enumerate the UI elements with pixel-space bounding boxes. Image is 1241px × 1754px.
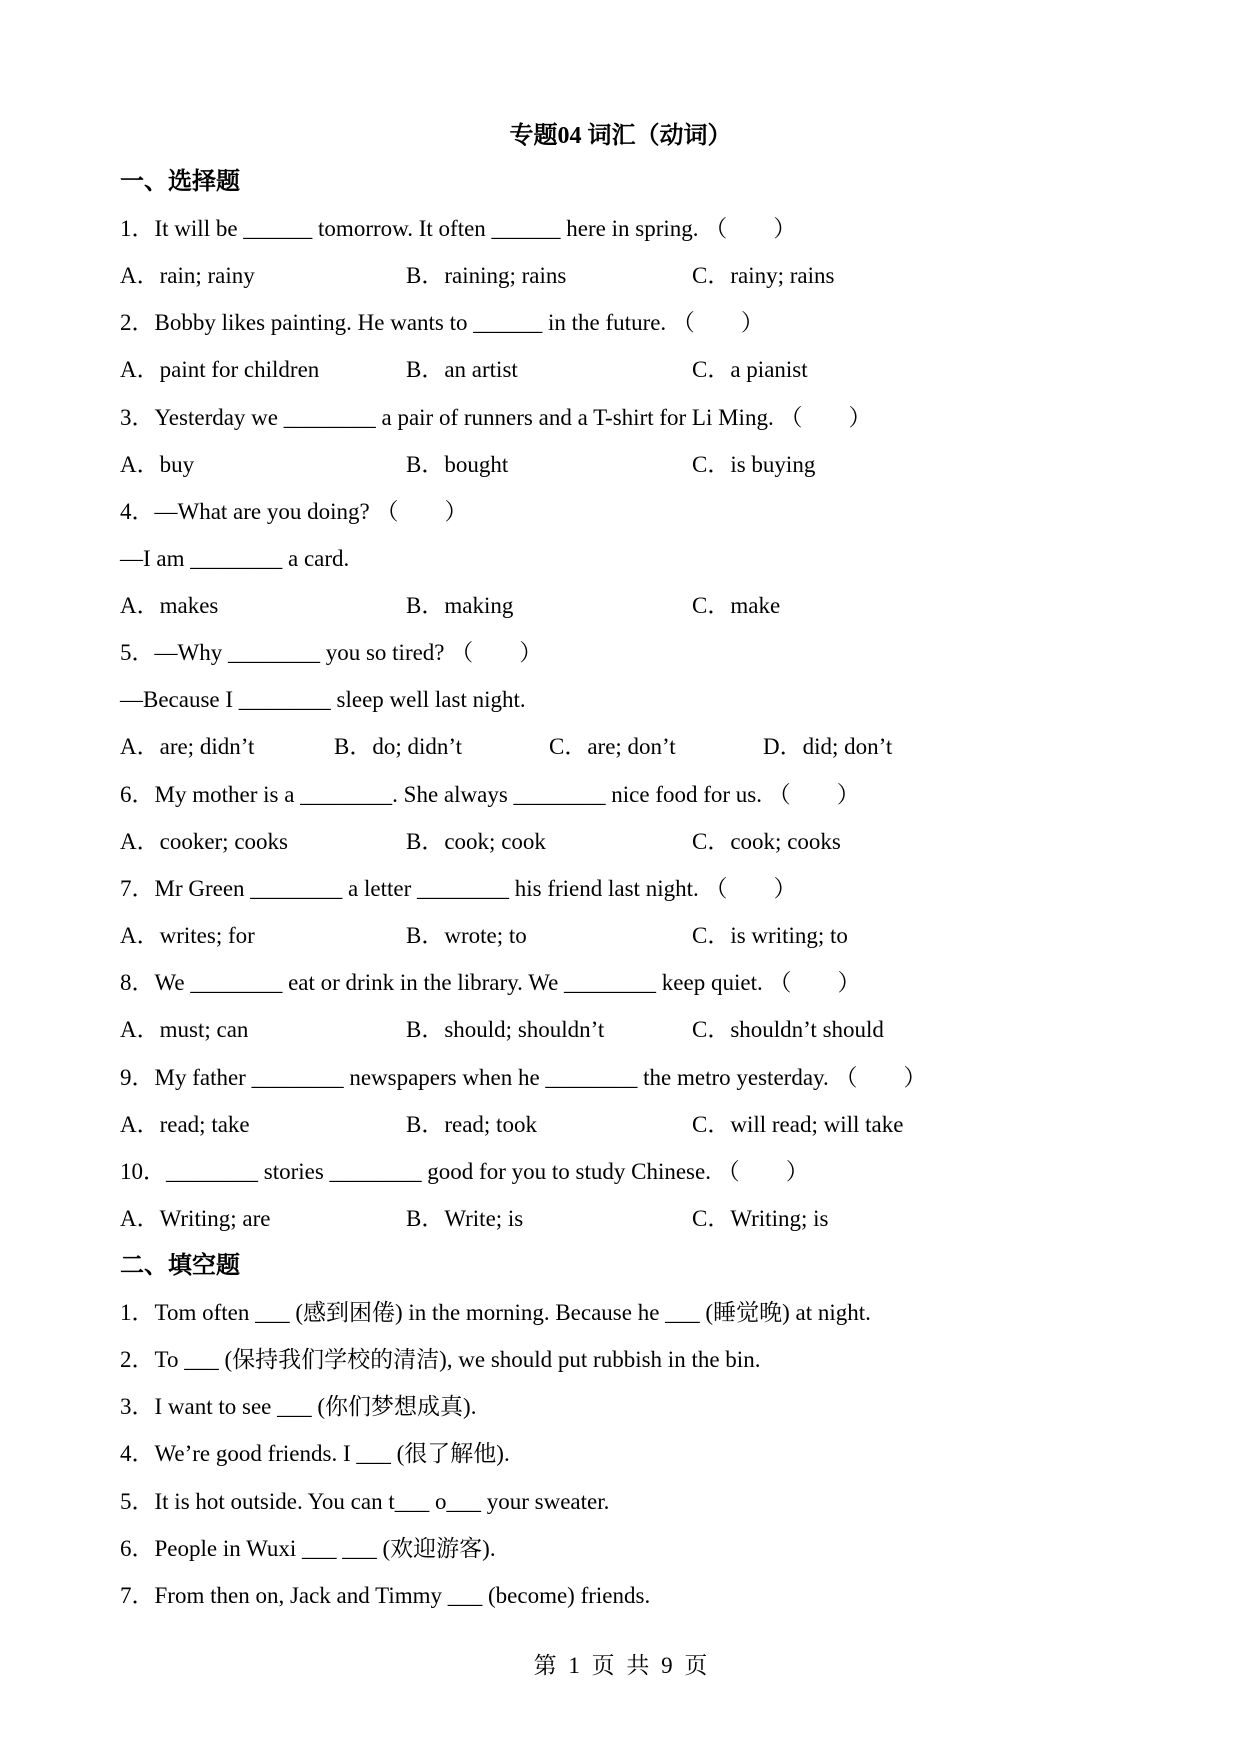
fill-item-2: 2．To ___ (保持我们学校的清洁), we should put rubbish in the bin. [120, 1347, 761, 1372]
option-c: C．a pianist [692, 357, 808, 382]
question-5: 5．—Why ________ you so tired? （ ） [120, 640, 543, 665]
option-b: B．bought [406, 452, 509, 477]
option-b: B．do; didn’t [334, 734, 463, 759]
option-c: C．are; don’t [549, 734, 676, 759]
option-c: C．is writing; to [692, 923, 848, 948]
section-heading-choice: 一、选择题 [120, 169, 240, 195]
option-b: B．wrote; to [406, 923, 527, 948]
option-b: B．raining; rains [406, 263, 567, 288]
question-4-response: —I am ________ a card. [120, 546, 350, 571]
question-1: 1．It will be ______ tomorrow. It often ______ here in spring. （ ） [120, 216, 797, 241]
option-c: C．make [692, 593, 781, 618]
question-2: 2．Bobby likes painting. He wants to ______ in the future. （ ） [120, 310, 764, 335]
option-a: A．writes; for [120, 923, 255, 948]
option-a: A．read; take [120, 1112, 250, 1137]
fill-item-4: 4．We’re good friends. I ___ (很了解他). [120, 1441, 510, 1466]
section-heading-fill: 二、填空题 [120, 1253, 240, 1279]
option-c: C．cook; cooks [692, 829, 841, 854]
option-b: B．read; took [406, 1112, 537, 1137]
option-b: B．cook; cook [406, 829, 546, 854]
question-6: 6．My mother is a ________. She always ________ nice food for us. （ ） [120, 782, 860, 807]
question-8: 8．We ________ eat or drink in the library. We ________ keep quiet. （ ） [120, 970, 861, 995]
option-a: A．paint for children [120, 357, 320, 382]
option-a: A．cooker; cooks [120, 829, 288, 854]
option-b: B．an artist [406, 357, 518, 382]
option-b: B．making [406, 593, 514, 618]
question-10: 10．________ stories ________ good for you to study Chinese. （ ） [120, 1159, 809, 1184]
page-title: 专题04 词汇（动词） [509, 123, 732, 149]
option-c: C．will read; will take [692, 1112, 904, 1137]
option-c: C．Writing; is [692, 1206, 829, 1231]
option-c: C．rainy; rains [692, 263, 835, 288]
option-c: C．shouldn’t should [692, 1017, 884, 1042]
option-b: B．Write; is [406, 1206, 524, 1231]
fill-item-5: 5．It is hot outside. You can t___ o___ your sweater. [120, 1489, 610, 1514]
fill-item-3: 3．I want to see ___ (你们梦想成真). [120, 1394, 477, 1419]
option-b: B．should; shouldn’t [406, 1017, 605, 1042]
option-a: A．rain; rainy [120, 263, 255, 288]
page-footer: 第 1 页 共 9 页 [533, 1653, 708, 1678]
question-9: 9．My father ________ newspapers when he ________ the metro yesterday. （ ） [120, 1065, 927, 1090]
option-d: D．did; don’t [763, 734, 893, 759]
fill-item-1: 1．Tom often ___ (感到困倦) in the morning. Because he ___ (睡觉晚) at night. [120, 1300, 871, 1325]
option-c: C．is buying [692, 452, 816, 477]
question-3: 3．Yesterday we ________ a pair of runners and a T-shirt for Li Ming. （ ） [120, 405, 872, 430]
option-a: A．must; can [120, 1017, 249, 1042]
fill-item-6: 6．People in Wuxi ___ ___ (欢迎游客). [120, 1536, 496, 1561]
question-4: 4．—What are you doing? （ ） [120, 499, 468, 524]
question-7: 7．Mr Green ________ a letter ________ his friend last night. （ ） [120, 876, 797, 901]
option-a: A．are; didn’t [120, 734, 255, 759]
option-a: A．Writing; are [120, 1206, 271, 1231]
option-a: A．makes [120, 593, 219, 618]
question-5-response: —Because I ________ sleep well last night. [120, 687, 526, 712]
fill-item-7: 7．From then on, Jack and Timmy ___ (become) friends. [120, 1583, 651, 1608]
option-a: A．buy [120, 452, 195, 477]
